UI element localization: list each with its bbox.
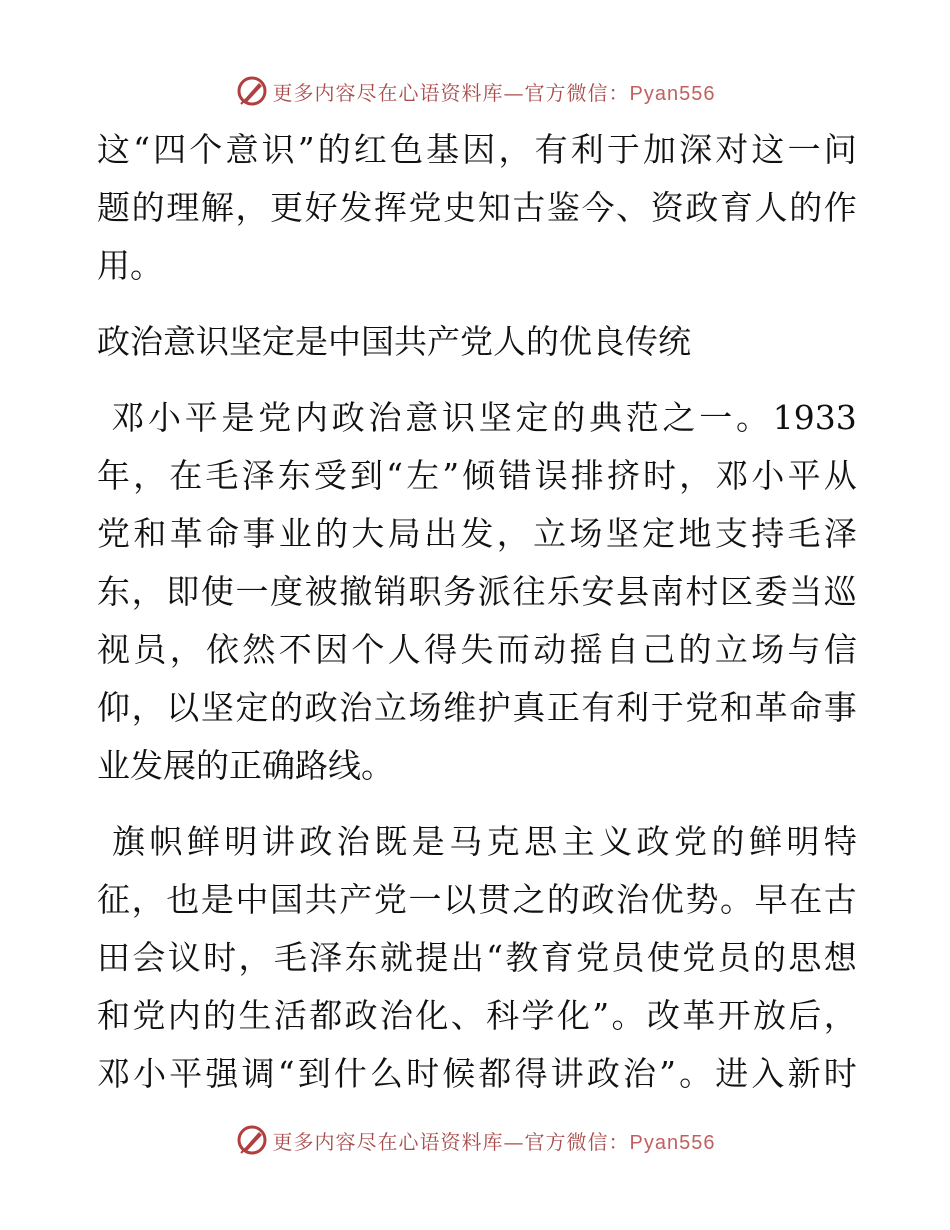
quill-logo-icon [235,1123,269,1157]
text-line: 仰 ， 以 坚 定 的 政 治 立 场 维 护 真 正 有 利 于 党 和 革 命 事 [97,688,857,727]
footer-watermark [0,1120,950,1160]
article-body [97,121,857,1103]
text-line: 邓 小 平 强 调 “ 到 什 么 时 候 都 得 讲 政 治 ” 。 进 入 新 时 [97,1054,857,1093]
text-line: 用。 [97,246,163,285]
text-line: 业发展的正确路线。 [97,746,394,785]
text-line: 年 ， 在 毛 泽 东 受 到 “ 左 ” 倾 错 误 排 挤 时 ， 邓 小 平 从 [97,456,857,495]
text-line: 旗 帜 鲜 明 讲 政 治 既 是 马 克 思 主 义 政 党 的 鲜 明 特 [111,822,857,861]
text-line: 东 ， 即 使 一 度 被 撤 销 职 务 派 往 乐 安 县 南 村 区 委 当 巡 [97,572,857,611]
text-line: 政治意识坚定是中国共产党人的优良传统 [97,322,691,361]
text-line: 征 ， 也 是 中 国 共 产 党 一 以 贯 之 的 政 治 优 势 。 早 在 古 [97,880,857,919]
paragraph [97,313,857,371]
text-line: 和 党 内 的 生 活 都 政 治 化 、 科 学 化 ” 。 改 革 开 放 后 ， [97,996,857,1035]
paragraph [97,389,857,795]
text-line: 田 会 议 时 ， 毛 泽 东 就 提 出 “ 教 育 党 员 使 党 员 的 思 想 [97,938,857,977]
quill-logo-icon [235,74,269,108]
text-line: 党 和 革 命 事 业 的 大 局 出 发 ， 立 场 坚 定 地 支 持 毛 泽 [97,514,857,553]
text-line: 视 员 ， 依 然 不 因 个 人 得 失 而 动 摇 自 己 的 立 场 与 信 [97,630,857,669]
text-line: 题 的 理 解 ， 更 好 发 挥 党 史 知 古 鉴 今 、 资 政 育 人 的 作 [97,188,857,227]
header-watermark [0,71,950,111]
watermark-text: 更多内容尽在心语资料库—官方微信：Pyan556 [272,1129,716,1154]
text-line: 邓 小 平 是 党 内 政 治 意 识 坚 定 的 典 范 之 一 。 1933 [111,398,857,437]
watermark-text: 更多内容尽在心语资料库—官方微信：Pyan556 [272,80,716,105]
text-line: 这 “ 四 个 意 识 ” 的 红 色 基 因 ， 有 利 于 加 深 对 这 一 问 [97,130,857,169]
paragraph [97,813,857,1103]
paragraph [97,121,857,295]
